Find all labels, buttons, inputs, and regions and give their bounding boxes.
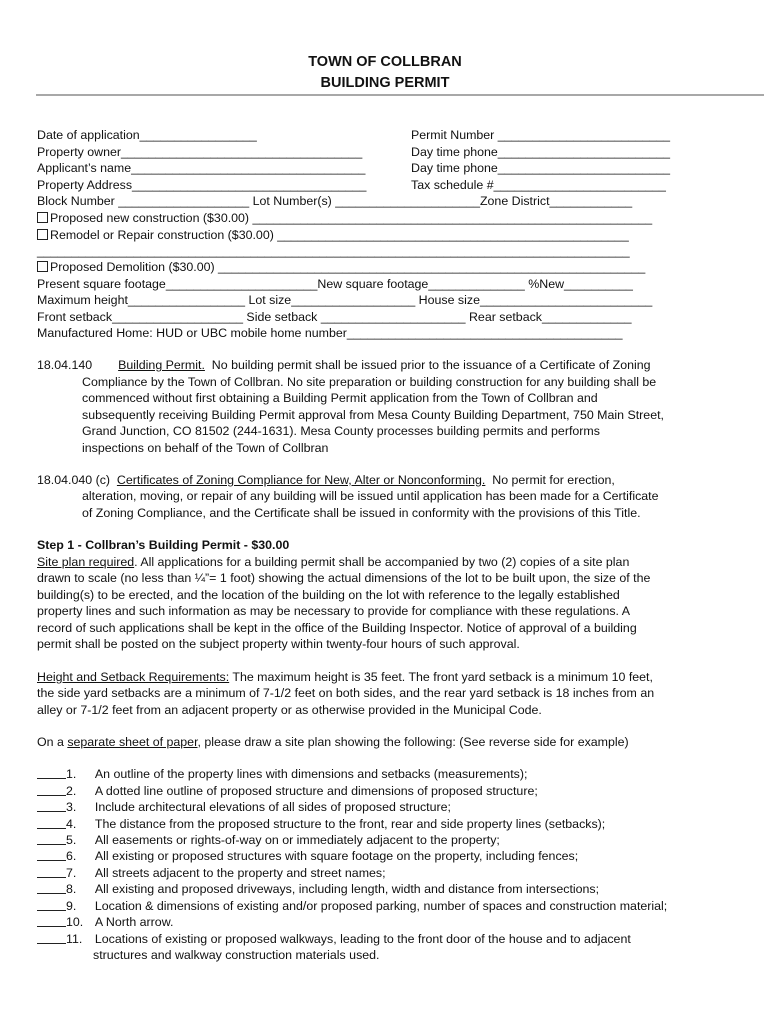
setbacks-field[interactable]: Front setback___________________ Side setback _____________________ Rear setback_____________ — [37, 310, 632, 324]
checklist-blank[interactable] — [37, 932, 66, 944]
demolition-row[interactable] — [37, 259, 645, 275]
section-040-text: of Zoning Compliance, and the Certificate shall be issued in conformity with the provisions of this Title. — [82, 506, 641, 520]
section-140-text: subsequently receiving Building Permit approval from Mesa County Building Department, 750 Main Street, — [82, 408, 664, 422]
checklist-item[interactable] — [37, 931, 631, 947]
site-plan-label: Site plan required — [37, 555, 135, 569]
step1-text: drawn to scale (no less than ¼”= 1 foot) showing the actual dimensions of the lot to be built upon, the size of the — [37, 571, 651, 585]
checklist-item[interactable] — [37, 832, 500, 848]
new-construction-row[interactable] — [37, 210, 652, 226]
checklist-number: 7. — [66, 866, 77, 880]
remodel-row[interactable] — [37, 227, 629, 243]
checklist-blank[interactable] — [37, 767, 66, 779]
checklist-number: 5. — [66, 833, 77, 847]
checklist-text: All existing or proposed structures with square footage on the property, including fences; — [94, 849, 579, 863]
step1-first-line — [37, 554, 629, 570]
checklist-text: Include architectural elevations of all sides of proposed structure; — [94, 800, 451, 814]
step1-text: record of such applications shall be kept in the office of the Building Inspector. Notice of approval of a building — [37, 621, 637, 635]
section-040-text: alteration, moving, or repair of any building will be issued until application has been made for a Certificate — [82, 489, 659, 503]
checklist-text: All easements or rights-of-way on or immediately adjacent to the property; — [94, 833, 500, 847]
checklist-text: Locations of existing or proposed walkways, leading to the front door of the house and to adjacent — [94, 932, 631, 946]
checklist-text: The distance from the proposed structure to the front, rear and side property lines (setbacks); — [94, 817, 606, 831]
checklist-number: 3. — [66, 800, 77, 814]
new-construction-label: Proposed new construction ($30.00) __________________________________________________________ — [50, 211, 653, 225]
demolition-label: Proposed Demolition ($30.00) ______________________________________________________________ — [50, 260, 646, 274]
date-of-application-field[interactable]: Date of application_________________ — [37, 128, 257, 142]
checklist-number: 9. — [66, 899, 77, 913]
step1-text: property lines and such information as may be necessary to provide for compliance with these regulations. A — [37, 604, 630, 618]
checklist-text: All streets adjacent to the property and street names; — [94, 866, 386, 880]
section-140-text: No building permit shall be issued prior to the issuance of a Certificate of Zoning — [211, 358, 651, 372]
instructions-post: , please draw a site plan showing the following: (See reverse side for example) — [197, 735, 629, 749]
checklist-text: An outline of the property lines with dimensions and setbacks (measurements); — [94, 767, 528, 781]
section-040-text: No permit for erection, — [492, 473, 615, 487]
checklist-item[interactable] — [37, 799, 451, 815]
checklist-text: All existing and proposed driveways, including length, width and distance from intersections; — [94, 882, 600, 896]
checklist-item[interactable] — [37, 881, 599, 897]
description-blank-line[interactable]: ______________________________________________________________________________________ — [37, 244, 630, 258]
checklist-continuation: structures and walkway construction materials used. — [93, 948, 380, 962]
height-req-text: The maximum height is 35 feet. The front yard setback is a minimum 10 feet, — [229, 670, 653, 684]
property-address-field[interactable]: Property Address__________________________________ — [37, 178, 367, 192]
permit-number-field[interactable]: Permit Number _________________________ — [411, 128, 671, 142]
applicant-name-field[interactable]: Applicant’s name__________________________________ — [37, 161, 366, 175]
checklist-item[interactable] — [37, 914, 173, 930]
day-phone-applicant-field[interactable]: Day time phone_________________________ — [411, 161, 671, 175]
checklist-blank[interactable] — [37, 899, 66, 911]
section-140-text: commenced without first obtaining a Building Permit application from the Town of Collbran and — [82, 391, 598, 405]
square-footage-field[interactable]: Present square footage______________________New square footage______________ %New__________ — [37, 277, 633, 291]
checklist-blank[interactable] — [37, 800, 66, 812]
section-140-first-line — [37, 357, 651, 373]
title-divider — [36, 94, 764, 96]
checklist-number: 10. — [66, 915, 84, 929]
checklist-number: 6. — [66, 849, 77, 863]
checklist-blank[interactable] — [37, 866, 66, 878]
step1-heading: Step 1 - Collbran’s Building Permit - $30.00 — [37, 538, 290, 552]
checklist-blank[interactable] — [37, 833, 66, 845]
separate-sheet-text: separate sheet of paper — [67, 735, 198, 749]
checklist-number: 4. — [66, 817, 77, 831]
height-req-text: the side yard setbacks are a minimum of 7-1/2 feet on both sides, and the rear yard setback is 18 inches from an — [37, 686, 655, 700]
checklist-item[interactable] — [37, 848, 578, 864]
manufactured-home-field[interactable]: Manufactured Home: HUD or UBC mobile home number________________________________________ — [37, 326, 623, 340]
new-construction-checkbox[interactable] — [37, 212, 48, 223]
remodel-label: Remodel or Repair construction ($30.00) ___________________________________________________ — [50, 228, 629, 242]
checklist-blank[interactable] — [37, 817, 66, 829]
section-040-first-line — [37, 472, 615, 488]
checklist-item[interactable] — [37, 865, 386, 881]
height-req-label: Height and Setback Requirements: — [37, 670, 230, 684]
checklist-blank[interactable] — [37, 915, 66, 927]
height-req-first-line — [37, 669, 653, 685]
checklist-item[interactable] — [37, 766, 527, 782]
height-req-text: alley or 7-1/2 feet from an adjacent property or as otherwise provided in the Municipal Code. — [37, 703, 542, 717]
height-lot-house-field[interactable]: Maximum height_________________ Lot size__________________ House size_________________________ — [37, 293, 653, 307]
step1-text: building(s) to be erected, and the location of the building on the lot with reference to the legally established — [37, 588, 620, 602]
step1-text: permit shall be posted on the subject property within twenty-four hours of such approval. — [37, 637, 520, 651]
checklist-blank[interactable] — [37, 882, 66, 894]
checklist-item[interactable] — [37, 783, 538, 799]
section-040-heading: Certificates of Zoning Compliance for New, Alter or Nonconforming. — [116, 473, 486, 487]
checklist-blank[interactable] — [37, 784, 66, 796]
tax-schedule-field[interactable]: Tax schedule #_________________________ — [411, 178, 666, 192]
site-plan-instructions — [37, 734, 629, 750]
section-140-text: Grand Junction, CO 81502 (244-1631). Mesa County processes building permits and performs — [82, 424, 600, 438]
section-040-number: 18.04.040 (c) — [37, 473, 111, 487]
checklist-number: 11. — [66, 932, 83, 946]
remodel-checkbox[interactable] — [37, 229, 48, 240]
checklist-number: 8. — [66, 882, 77, 896]
section-140-heading: Building Permit. — [118, 358, 205, 372]
checklist-text: A North arrow. — [94, 915, 174, 929]
checklist-number: 2. — [66, 784, 77, 798]
checklist-blank[interactable] — [37, 849, 66, 861]
town-title: TOWN OF COLLBRAN — [308, 54, 462, 70]
step1-text: . All applications for a building permit shall be accompanied by two (2) copies of a site plan — [134, 555, 630, 569]
section-140-text: Compliance by the Town of Collbran. No site preparation or building construction for any building shall be — [82, 375, 657, 389]
property-owner-field[interactable]: Property owner___________________________________ — [37, 145, 363, 159]
checklist-text: A dotted line outline of proposed structure and dimensions of proposed structure; — [94, 784, 538, 798]
checklist-number: 1. — [66, 767, 77, 781]
demolition-checkbox[interactable] — [37, 261, 48, 272]
section-140-text: inspections on behalf of the Town of Collbran — [82, 441, 329, 455]
section-140-number: 18.04.140 — [37, 358, 93, 372]
day-phone-owner-field[interactable]: Day time phone_________________________ — [411, 145, 671, 159]
block-lot-zone-field[interactable]: Block Number ___________________ Lot Number(s) _____________________Zone District____________ — [37, 194, 633, 208]
document-title: BUILDING PERMIT — [320, 75, 450, 91]
instructions-pre: On a — [37, 735, 68, 749]
checklist-text: Location & dimensions of existing and/or proposed parking, number of spaces and construction material; — [94, 899, 668, 913]
checklist-item[interactable] — [37, 816, 605, 832]
checklist-item[interactable] — [37, 898, 667, 914]
